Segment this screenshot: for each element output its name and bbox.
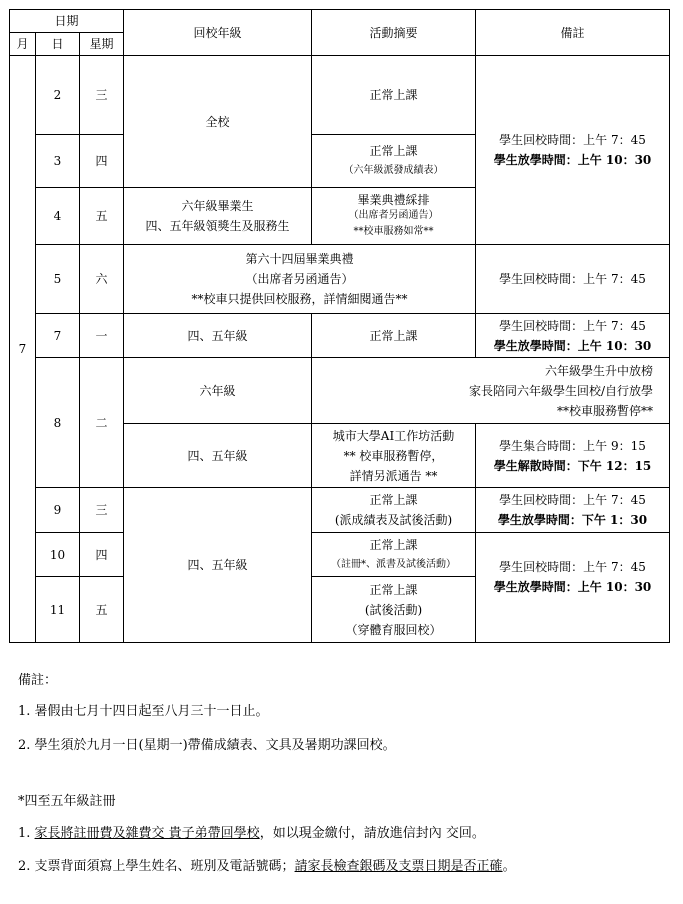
weekday-cell: 四 (80, 533, 124, 577)
notes-title: 備註： (18, 673, 58, 688)
weekday-cell: 五 (80, 188, 124, 245)
event-line: **校車只提供回校服務，詳情細閱通告** (191, 292, 408, 306)
grade-cell (124, 188, 312, 245)
weekday-cell: 六 (80, 245, 124, 314)
remark-line: 學生回校時間：上午 7：45 (499, 560, 646, 574)
remark-line: 學生放學時間：上午 10：30 (493, 580, 652, 594)
underlined-text: 家長將註冊費及雜費交 貴子弟帶回學校 (34, 826, 260, 841)
header-weekday: 星期 (80, 33, 124, 56)
activity-line: 畢業典禮綵排 (357, 193, 430, 207)
header-month: 月 (10, 33, 36, 56)
weekday-cell: 三 (80, 488, 124, 533)
grade-cell: 四、五年級 (124, 314, 312, 358)
event-cell (312, 358, 670, 424)
registration-note (18, 855, 516, 874)
note-text: ，如以現金繳付，請放進信封內 交回。 (259, 826, 485, 841)
activity-note: **校車服務如常** (353, 226, 434, 237)
event-line: 六年級學生升中放榜 (544, 363, 653, 378)
remarks-cell (476, 488, 670, 533)
activity-cell: 正常上課 (312, 314, 476, 358)
day-cell: 10 (36, 533, 80, 577)
weekday-cell: 三 (80, 56, 124, 135)
note-number: 1. (18, 826, 35, 841)
day-cell: 8 (36, 358, 80, 488)
grade-cell: 四、五年級 (124, 424, 312, 488)
registration-title: *四至五年級註冊 (18, 794, 116, 809)
event-line: 第六十四屆畢業典禮 (245, 252, 354, 266)
activity-line: 正常上課 (369, 582, 418, 597)
activity-line: 詳情另派通告 ** (349, 468, 438, 483)
header-grade: 回校年級 (124, 10, 312, 56)
day-cell: 9 (36, 488, 80, 533)
remark-line: 學生回校時間：上午 7：45 (499, 318, 646, 333)
activity-line: 正常上課 (369, 537, 418, 552)
underlined-text: 請家長檢查銀碼及支票日期是否正確 (294, 859, 503, 874)
note-line: 1. 暑假由七月十四日起至八月三十一日止。 (18, 704, 269, 719)
day-cell: 4 (36, 188, 80, 245)
weekday-cell: 二 (80, 358, 124, 488)
grade-line: 四、五年級領獎生及服務生 (145, 219, 290, 233)
day-cell: 11 (36, 577, 80, 643)
grade-cell: 六年級 (124, 358, 312, 424)
header-day: 日 (36, 33, 80, 56)
note-text: 2. 支票背面須寫上學生姓名、班別及電話號碼； (18, 859, 295, 874)
grade-cell: 四、五年級 (124, 488, 312, 643)
activity-note: （穿體育服回校） (345, 622, 442, 637)
activity-cell (312, 424, 476, 488)
registration-note (18, 822, 485, 841)
note-line: 2. 學生須於九月一日(星期一)帶備成績表、文具及暑期功課回校。 (18, 738, 396, 753)
grade-line: 六年級畢業生 (181, 199, 254, 213)
day-cell: 7 (36, 314, 80, 358)
activity-cell (312, 135, 476, 188)
activity-note: (試後活動) (364, 602, 423, 617)
activity-note: （註冊*、派書及試後活動） (331, 558, 456, 570)
event-line: 家長陪同六年級學生回校/自行放學 (468, 383, 653, 398)
weekday-cell: 一 (80, 314, 124, 358)
grade-cell: 全校 (124, 56, 312, 188)
month-cell: 7 (10, 56, 36, 643)
note-text: 。 (502, 859, 516, 874)
weekday-cell: 五 (80, 577, 124, 643)
activity-cell (312, 188, 476, 245)
remark-line: 學生回校時間：上午 7：45 (499, 133, 646, 147)
remark-line: 學生解散時間：下午 12：15 (493, 458, 652, 473)
event-line: （出席者另函通告） (245, 272, 354, 286)
remarks-cell (476, 56, 670, 245)
day-cell: 5 (36, 245, 80, 314)
activity-cell (312, 533, 476, 577)
header-date: 日期 (10, 10, 124, 33)
remarks-cell (476, 314, 670, 358)
remarks-cell (476, 424, 670, 488)
activity-cell: 正常上課 (312, 56, 476, 135)
remark-line: 學生集合時間：上午 9：15 (499, 438, 646, 453)
event-cell (124, 245, 476, 314)
day-cell: 2 (36, 56, 80, 135)
activity-line: ** 校車服務暫停， (343, 448, 444, 463)
activity-note: (派成績表及試後活動) (334, 513, 453, 527)
remarks-cell (476, 533, 670, 643)
event-line: **校車服務暫停** (556, 403, 653, 418)
remark-line: 學生放學時間：下午 1：30 (497, 513, 648, 527)
remark-line: 學生回校時間：上午 7：45 (499, 493, 646, 507)
activity-note: （六年級派發成績表） (343, 165, 444, 176)
header-activity: 活動摘要 (312, 10, 476, 56)
activity-line: 城市大學AI工作坊活動 (332, 428, 455, 443)
remark-line: 學生放學時間：上午 10：30 (493, 153, 652, 167)
schedule-table (9, 9, 670, 643)
header-remarks: 備註 (476, 10, 670, 56)
activity-cell (312, 577, 476, 643)
remark-line: 學生放學時間：上午 10：30 (493, 338, 652, 353)
activity-line: 正常上課 (369, 493, 418, 507)
remarks-cell: 學生回校時間：上午 7：45 (476, 245, 670, 314)
activity-line: 正常上課 (369, 144, 418, 158)
activity-note: （出席者另函通告） (348, 210, 439, 221)
activity-cell (312, 488, 476, 533)
weekday-cell: 四 (80, 135, 124, 188)
day-cell: 3 (36, 135, 80, 188)
